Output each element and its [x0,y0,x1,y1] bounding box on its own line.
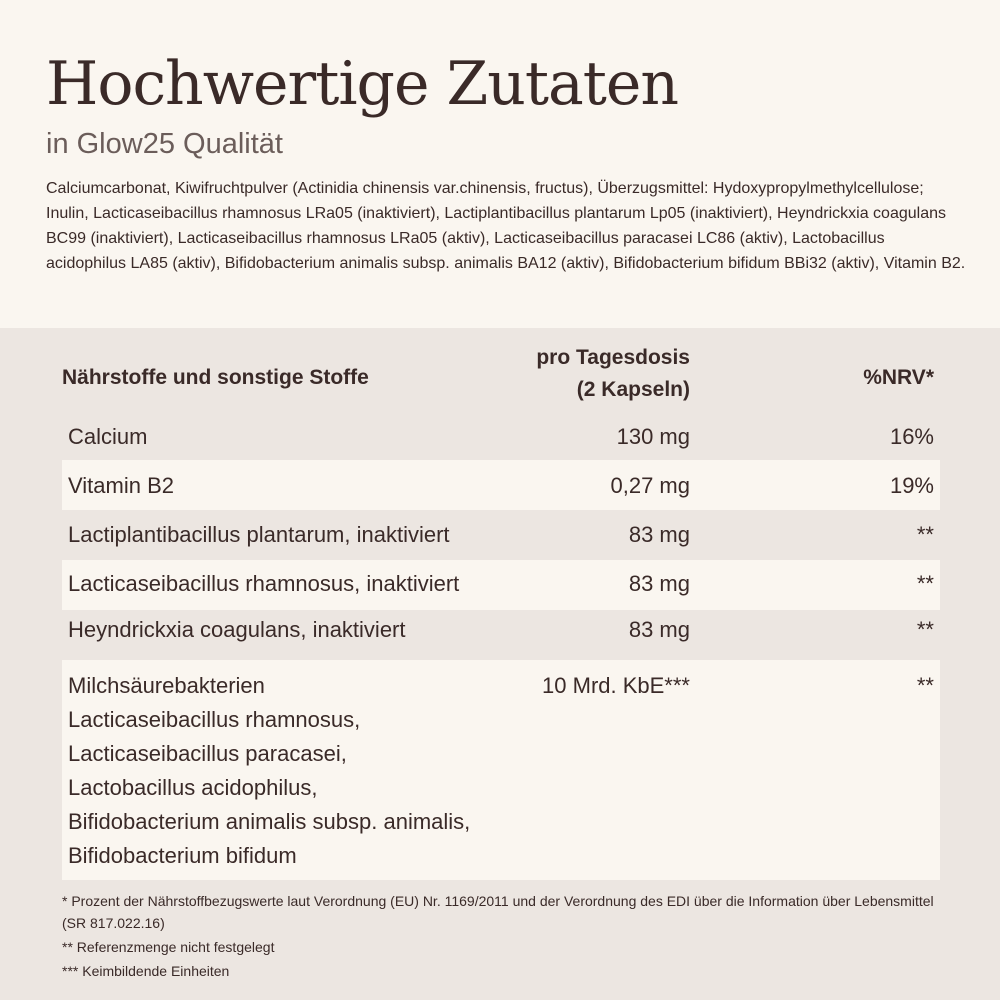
header-section [0,0,1000,328]
column-header-dose-line1: pro Tagesdosis [536,346,690,369]
row-name-line: Milchsäurebakterien [68,673,265,698]
table-row [62,560,940,610]
row-name: Lactiplantibacillus plantarum, inaktiviert [68,522,450,547]
row-amount: 130 mg [616,424,690,449]
row-name: Vitamin B2 [68,473,174,498]
row-nrv: ** [916,571,934,596]
row-name-list [68,669,470,873]
row-name-line: Lacticaseibacillus paracasei, [68,741,347,766]
footnotes [62,890,942,984]
page-subtitle: in Glow25 Qualität [46,128,283,160]
row-name-line: Lacticaseibacillus rhamnosus, [68,707,361,732]
table-row [62,418,940,460]
row-nrv: 19% [889,473,934,498]
row-nrv: ** [916,673,934,698]
row-amount: 83 mg [628,522,690,547]
table-row [62,460,940,510]
table-header [62,340,940,416]
footnote: * Prozent der Nährstoffbezugswerte laut Verordnung (EU) Nr. 1169/2011 und der Verordnung des EDI über die Information über Lebensmittel (SR 817.022.16) [62,893,934,931]
row-name: Lacticaseibacillus rhamnosus, inaktiviert [68,571,460,596]
column-header-dose [536,342,690,406]
table-row [62,610,940,660]
row-nrv: 16% [889,424,934,449]
row-name: Heyndrickxia coagulans, inaktiviert [68,617,406,642]
row-amount: 83 mg [628,571,690,596]
row-nrv: ** [916,522,934,547]
page-title: Hochwertige Zutaten [46,49,679,119]
table-row [62,660,940,880]
ingredients-text: Calciumcarbonat, Kiwifruchtpulver (Actinidia chinensis var.chinensis, fructus), Überzugsmittel: Hydoxypropylmethylcellulose; Inulin, Lacticaseibacillus rhamnosus LRa05 (inaktiviert), Lactiplantibacillus plantarum Lp05 (inaktiviert), Heyndrickxia coagulans BC99 (inaktiviert), Lacticaseibacillus rhamnosus LRa05 (aktiv), Lacticaseibacillus paracasei LC86 (aktiv), Lactobacillus acidophilus LA85 (aktiv), Bifidobacterium animalis subsp. animalis BA12 (aktiv), Bifidobacterium bifidum BBi32 (aktiv), Vitamin B2. [46,180,966,272]
footnote: ** Referenzmenge nicht festgelegt [62,939,275,955]
row-name-line: Lactobacillus acidophilus, [68,775,318,800]
row-name-line: Bifidobacterium animalis subsp. animalis, [68,809,471,834]
row-name: Calcium [68,424,148,449]
row-amount: 10 Mrd. KbE*** [542,673,690,698]
row-amount: 83 mg [628,617,690,642]
row-amount: 0,27 mg [610,473,690,498]
table-row [62,510,940,560]
footnote: *** Keimbildende Einheiten [62,963,230,979]
row-nrv: ** [916,617,934,642]
column-header-name: Nährstoffe und sonstige Stoffe [62,366,369,389]
row-name-line: Bifidobacterium bifidum [68,843,297,868]
column-header-dose-line2: (2 Kapseln) [576,378,690,401]
column-header-nrv: %NRV* [863,366,934,389]
